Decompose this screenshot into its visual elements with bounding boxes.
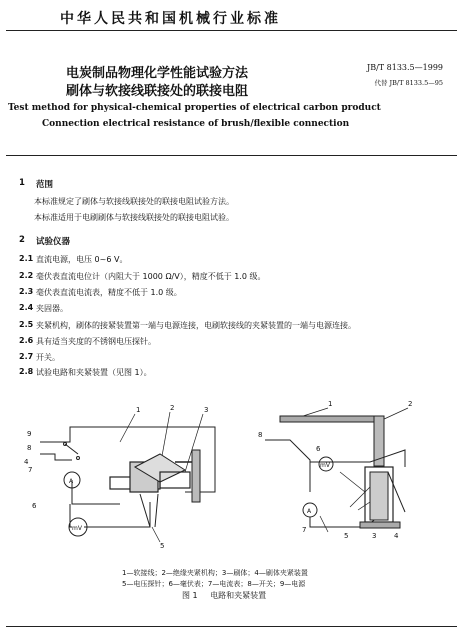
callout-number: 4 xyxy=(394,532,399,540)
figure-title: 电路和夹紧装置 xyxy=(210,591,267,600)
title-en-line2: Connection electrical resistance of brush/flexible connection xyxy=(42,119,350,129)
meter-label: mV xyxy=(320,462,330,469)
title-en-line1: Test method for physical-chemical properties of electrical carbon product xyxy=(8,103,381,113)
section-1-heading xyxy=(0,178,200,190)
item-text: 试验电路和夹紧装置（见图 1）。 xyxy=(36,368,152,377)
title-cn-line1: 电炭制品物理化学性能试验方法 xyxy=(66,66,249,81)
section-title: 范围 xyxy=(36,180,54,190)
item-number: 2.8 xyxy=(19,367,34,376)
item-text: 毫伏表直流电流表，精度不低于 1.0 级。 xyxy=(36,288,182,297)
item-text: 开关。 xyxy=(36,353,60,362)
list-item xyxy=(0,254,461,265)
title-cn-line2: 刷体与软接线联接处的联接电阻 xyxy=(66,84,249,99)
callout-number: 7 xyxy=(302,526,307,534)
meter-label: A xyxy=(307,508,312,515)
item-number: 2.7 xyxy=(19,352,34,361)
callout-number: 7 xyxy=(28,466,33,474)
item-number: 2.2 xyxy=(19,271,34,280)
header-rule xyxy=(6,30,457,31)
list-item xyxy=(0,367,461,378)
list-item xyxy=(0,320,461,331)
list-item xyxy=(0,271,461,282)
figure-caption xyxy=(182,590,276,601)
item-number: 2.3 xyxy=(19,287,34,296)
item-number: 2.6 xyxy=(19,336,34,345)
callout-number: 8 xyxy=(27,444,32,452)
footer-rule xyxy=(6,626,457,627)
callout-number: 9 xyxy=(27,430,32,438)
figure-label: 图 1 xyxy=(182,591,198,600)
section-2-heading xyxy=(0,235,200,247)
list-item xyxy=(0,336,461,347)
standard-body-header: 中华人民共和国机械行业标准 xyxy=(60,11,281,27)
item-number: 2.1 xyxy=(19,254,34,263)
item-text: 夹紧机构，刷体的接紧装置第一端与电源连接，电刷软接线的夹紧装置的一端与电源连接。 xyxy=(36,321,356,330)
item-number: 2.5 xyxy=(19,320,34,329)
left-diagram xyxy=(40,412,215,542)
item-text: 具有适当夹度的不锈钢电压探针。 xyxy=(36,337,156,346)
meter-label: mV xyxy=(72,525,82,532)
item-number: 2.4 xyxy=(19,303,34,312)
callout-number: 3 xyxy=(204,406,209,414)
callout-number: 6 xyxy=(32,502,37,510)
section-number: 2 xyxy=(19,235,25,245)
section-number: 1 xyxy=(19,178,25,188)
item-text: 直流电源，电压 0~6 V。 xyxy=(36,255,128,264)
callout-number: 6 xyxy=(316,445,321,453)
callout-number: 5 xyxy=(344,532,349,540)
callout-number: 4 xyxy=(24,458,29,466)
figure-legend-line1: 1—软接线；2—绝缘夹紧机构；3—刷体；4—刷体夹紧装置 xyxy=(122,569,308,577)
standard-number: JB/T 8133.5—1999 xyxy=(366,63,443,72)
right-diagram xyxy=(265,408,408,532)
callout-number: 1 xyxy=(136,406,141,414)
callout-number: 3 xyxy=(372,532,377,540)
paragraph: 本标准适用于电刷刷体与软接线联接处的联接电阻试验。 xyxy=(34,213,234,222)
list-item xyxy=(0,352,461,363)
replaces-standard: 代替 JB/T 8133.5—95 xyxy=(374,79,443,87)
callout-number: 5 xyxy=(160,542,165,550)
item-text: 毫伏表直流电位计（内阻大于 1000 Ω/V），精度不低于 1.0 级。 xyxy=(36,272,266,281)
list-item xyxy=(0,303,461,314)
figure-legend-line2: 5—电压探针；6—毫伏表；7—电流表；8—开关；9—电源 xyxy=(122,580,306,588)
section-title: 试验仪器 xyxy=(36,237,71,247)
list-item xyxy=(0,287,461,298)
paragraph: 本标准规定了刷体与软接线联接处的联接电阻试验方法。 xyxy=(34,197,234,206)
title-rule xyxy=(6,155,457,156)
circuit-figure xyxy=(10,392,450,562)
callout-number: 1 xyxy=(328,400,333,408)
meter-label: A xyxy=(69,478,74,485)
callout-number: 2 xyxy=(170,404,175,412)
item-text: 夹固器。 xyxy=(36,304,68,313)
callout-number: 2 xyxy=(408,400,413,408)
flexible-lead-clamp xyxy=(192,450,200,502)
callout-number: 8 xyxy=(258,431,263,439)
